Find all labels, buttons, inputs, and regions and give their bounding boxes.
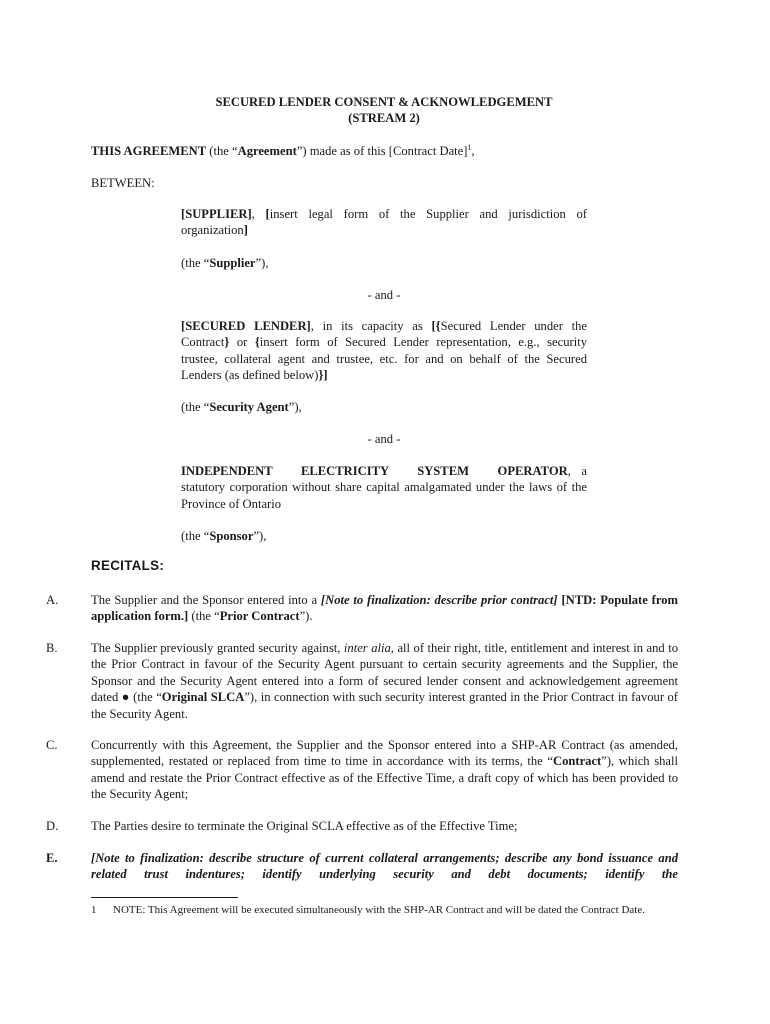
title-line-1: SECURED LENDER CONSENT & ACKNOWLEDGEMENT — [215, 95, 553, 109]
supplier-bracket-open: [ — [265, 207, 270, 221]
recital-a-ntd: [NTD: Populate from application form.] — [91, 593, 678, 624]
sponsor-definition — [181, 528, 587, 544]
recital-a-note: [Note to finalization: describe prior contract] — [320, 593, 558, 607]
this-agreement-label: THIS AGREEMENT — [91, 144, 207, 158]
secured-lender-bracket-2: } — [224, 335, 230, 350]
intro-comma: , — [471, 144, 475, 158]
recital-a-part-3: (the “ — [188, 609, 220, 624]
supplier-bracket-close: ] — [243, 223, 248, 238]
title-line-2: (STREAM 2) — [348, 111, 420, 126]
recital-a-term: Prior Contract — [219, 609, 300, 624]
ieso-name: INDEPENDENT ELECTRICITY SYSTEM OPERATOR — [181, 464, 568, 478]
secured-lender-text-2: Secured Lender under the Contract — [181, 319, 587, 350]
document-title — [90, 94, 678, 127]
sponsor-def-term: Sponsor — [209, 529, 254, 543]
secured-lender-text-1: , in its capacity as — [310, 319, 432, 333]
recital-a-letter: A. — [46, 593, 59, 607]
recital-a-part-1: The Supplier and the Sponsor entered into a — [91, 593, 321, 607]
recital-a-text — [91, 592, 678, 625]
recital-c-letter: C. — [46, 738, 58, 752]
footnote-text: NOTE: This Agreement will be executed simultaneously with the SHP-AR Contract and will be dated the Contract Date. — [113, 904, 645, 916]
supplier-definition — [181, 255, 587, 271]
footnote-number: 1 — [91, 904, 97, 916]
secured-lender-name: [SECURED LENDER] — [181, 319, 311, 333]
ieso-description: , a statutory corporation without share capital amalgamated under the laws of the Province of Ontario — [181, 464, 587, 511]
recital-b-italic: inter alia — [343, 641, 391, 655]
recital-b-part-1: The Supplier previously granted security against, — [91, 641, 344, 655]
secured-lender-text-4: insert form of Secured Lender representation, e.g., security trustee, collateral agent and trustee, etc. for and on behalf of the Secured Lenders (as defined below) — [181, 335, 588, 383]
between-label: BETWEEN: — [91, 176, 155, 190]
footnote-separator — [91, 897, 238, 898]
intro-text-1: (the “ — [206, 144, 238, 158]
recital-c-part-2: ”), which shall amend and restate the Prior Contract effective as of the Effective Time, a draft copy of which has been provided to the Security Agent; — [91, 754, 678, 802]
secured-lender-bracket-1: [{ — [431, 319, 441, 333]
security-agent-def-term: Security Agent — [209, 400, 289, 414]
footnote — [91, 903, 678, 918]
recitals-heading: RECITALS: — [91, 558, 165, 573]
recital-e-text: [Note to finalization: describe structure of current collateral arrangements; describe any bond issuance and related trust indentures; identify underlying security and debt documents; identify the — [91, 851, 678, 882]
recital-e-letter: E. — [46, 851, 58, 865]
recital-d-letter: D. — [46, 819, 59, 833]
footnote-reference[interactable]: 1 — [467, 142, 472, 152]
intro-text-2: ”) made as of this [Contract Date] — [296, 144, 468, 158]
sponsor-def-suffix: ”), — [253, 529, 267, 543]
supplier-description: insert legal form of the Supplier and jurisdiction of organization — [181, 207, 588, 238]
supplier-def-term: Supplier — [209, 256, 256, 270]
and-separator-1: - and - — [367, 288, 401, 302]
ieso-party-block — [181, 463, 587, 512]
security-agent-def-prefix: (the “ — [181, 400, 210, 414]
security-agent-def-suffix: ”), — [288, 400, 302, 414]
supplier-name: [SUPPLIER] — [181, 207, 252, 221]
intro-paragraph — [91, 143, 678, 159]
agreement-term: Agreement — [237, 144, 297, 158]
secured-lender-party-block — [181, 318, 587, 384]
secured-lender-bracket-4: }] — [318, 368, 328, 383]
sponsor-def-prefix: (the “ — [181, 529, 210, 543]
recital-b-term: Original SLCA — [161, 690, 245, 705]
recital-b-letter: B. — [46, 641, 58, 655]
recital-c-part-1: Concurrently with this Agreement, the Supplier and the Sponsor entered into a SHP-AR Contract (as amended, supplemented, restated or replaced from time to time in accordance with its terms, the “ — [91, 738, 678, 769]
recital-b-part-2: , all of their right, title, entitlement and interest in and to the Prior Contract in favour of the Security Agent pursuant to certain security agreements and the Supplier, the Sponsor and the Security Agent entered into a form of secured lender consent and acknowledgement agreement dated ● (the “ — [91, 641, 678, 705]
recital-a-part-4: ”). — [299, 609, 313, 624]
recital-b-text — [91, 640, 678, 722]
recital-d-text: The Parties desire to terminate the Original SCLA effective as of the Effective Time; — [91, 819, 518, 833]
secured-lender-text-3: or — [229, 335, 255, 350]
security-agent-definition — [181, 399, 587, 415]
and-separator-2: - and - — [367, 432, 401, 446]
supplier-def-prefix: (the “ — [181, 256, 210, 270]
secured-lender-bracket-3: { — [254, 335, 260, 350]
recital-c-term: Contract — [552, 754, 602, 769]
recital-b-part-3: ”), in connection with such security interest granted in the Prior Contract in favour of the Security Agent. — [91, 690, 678, 721]
supplier-party-block — [181, 206, 587, 239]
supplier-sep: , — [251, 207, 266, 221]
supplier-def-suffix: ”), — [255, 256, 269, 270]
recital-c-text — [91, 737, 678, 803]
